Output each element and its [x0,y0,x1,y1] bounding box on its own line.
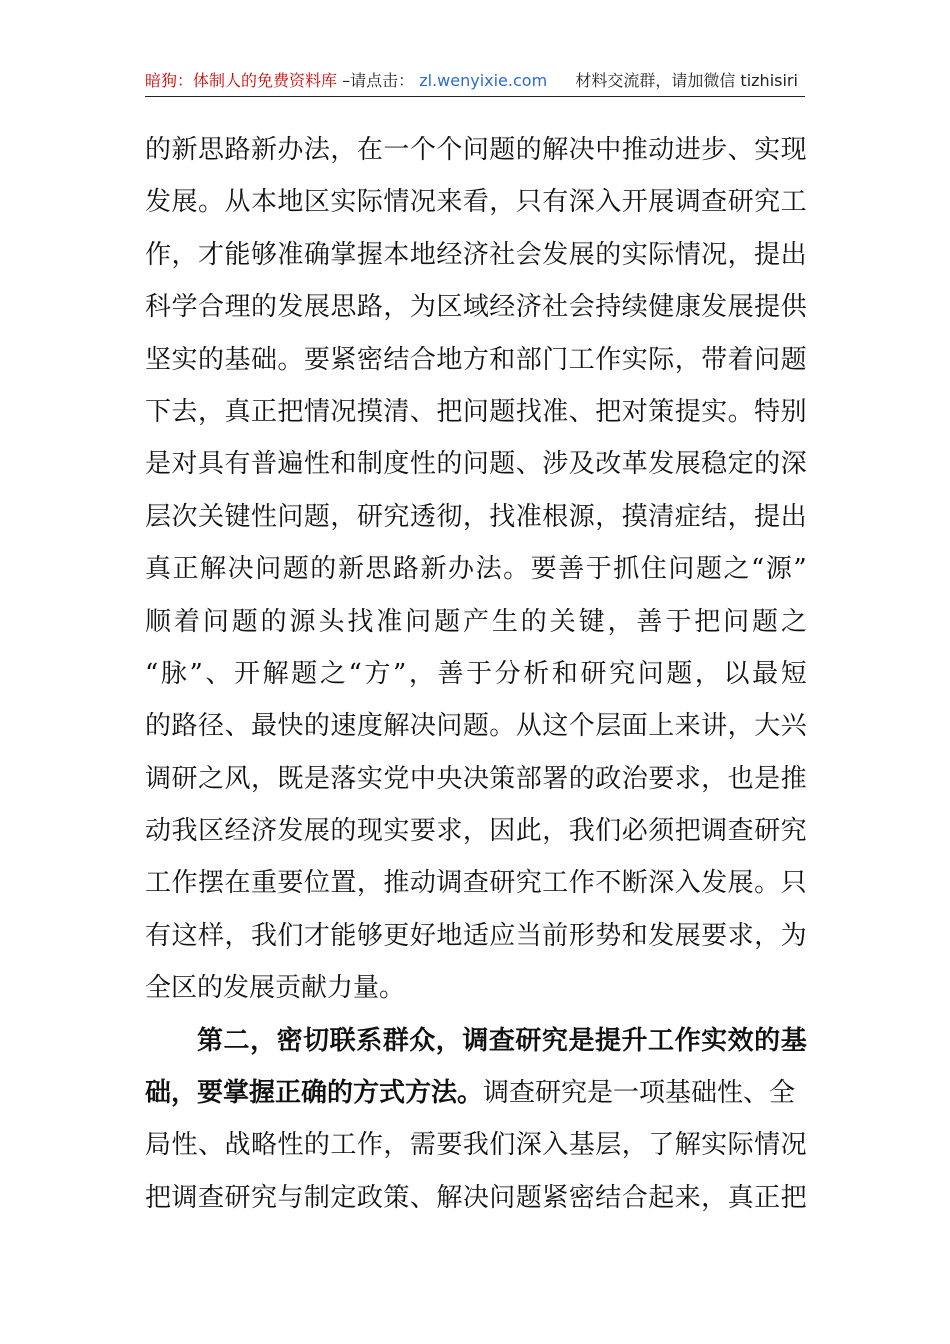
document-body [145,124,807,1224]
text-line: 下 去 ， 真 正 把 情 况 摸 清 、 把 问 题 找 准 、 把 对 策 提 实 。 特 别 [145,396,807,427]
header-wechat-note: 材料交流群，请加微信 tizhisiri [575,71,798,90]
text-line-mixed [145,1067,807,1119]
text-line: 动 我 区 经 济 发 展 的 现 实 要 求 ， 因 此 ， 我 们 必 须 把 调 查 研 究 [145,816,807,847]
text-line: 层 次 关 键 性 问 题 ， 研 究 透 彻 ， 找 准 根 源 ， 摸 清 症 结 ， 提 出 [145,501,807,532]
header-click-prompt: –请点击： [342,71,415,90]
text-line: 把 调 查 研 究 与 制 定 政 策 、 解 决 问 题 紧 密 结 合 起 来 ， 真 正 把 [145,1182,807,1213]
text-line: 顺 着 问 题 的 源 头 找 准 问 题 产 生 的 关 键 ， 善 于 把 问 题 之 [145,606,807,637]
section-heading-line: 第 二 ， 密 切 联 系 群 众 ， 调 查 研 究 是 提 升 工 作 实 效 的 基 [197,1025,807,1056]
text-line: “ 脉 ” 、 开 解 题 之 “ 方 ” ， 善 于 分 析 和 研 究 问 题 ， 以 最 短 [145,658,807,689]
header-url-link[interactable]: zl.wenyixie.com [419,71,548,90]
text-line: 坚 实 的 基 础 。 要 紧 密 结 合 地 方 和 部 门 工 作 实 际 ， 带 着 问 题 [145,344,807,375]
page-header [145,66,805,97]
section-heading-tail: 础，要掌握正确的方式方法。 [145,1078,484,1109]
text-segment: 调查研究是一项基础性、全 [483,1078,796,1109]
text-line: 作 ， 才 能 够 准 确 掌 握 本 地 经 济 社 会 发 展 的 实 际 情 况 ， 提 出 [145,239,807,270]
text-line: 的 路 径 、 最 快 的 速 度 解 决 问 题 。 从 这 个 层 面 上 来 讲 ， 大 兴 [145,711,807,742]
text-line: 调 研 之 风 ， 既 是 落 实 党 中 央 决 策 部 署 的 政 治 要 求 ， 也 是 推 [145,763,807,794]
text-line: 科 学 合 理 的 发 展 思 路 ， 为 区 域 经 济 社 会 持 续 健 康 发 展 提 供 [145,292,807,323]
header-site-name: 暗狗：体制人的免费资料库 [145,71,338,90]
text-line: 的 新 思 路 新 办 法 ， 在 一 个 个 问 题 的 解 决 中 推 动 进 步 、 实 现 [145,135,807,165]
text-line: 工 作 摆 在 重 要 位 置 ， 推 动 调 查 研 究 工 作 不 断 深 入 发 展 。 只 [145,868,807,899]
text-line: 全区的发展贡献力量。 [145,973,406,1004]
text-line: 有 这 样 ， 我 们 才 能 够 更 好 地 适 应 当 前 形 势 和 发 展 要 求 ， 为 [145,920,807,951]
text-line: 是 对 具 有 普 遍 性 和 制 度 性 的 问 题 、 涉 及 改 革 发 展 稳 定 的 深 [145,449,807,480]
text-line: 发 展 。 从 本 地 区 实 际 情 况 来 看 ， 只 有 深 入 开 展 调 查 研 究 工 [145,187,807,218]
text-line: 局 性 、 战 略 性 的 工 作 ， 需 要 我 们 深 入 基 层 ， 了 解 实 际 情 况 [145,1130,807,1161]
text-line: 真 正 解 决 问 题 的 新 思 路 新 办 法 。 要 善 于 抓 住 问 题 之 “ 源 ” [145,554,807,585]
